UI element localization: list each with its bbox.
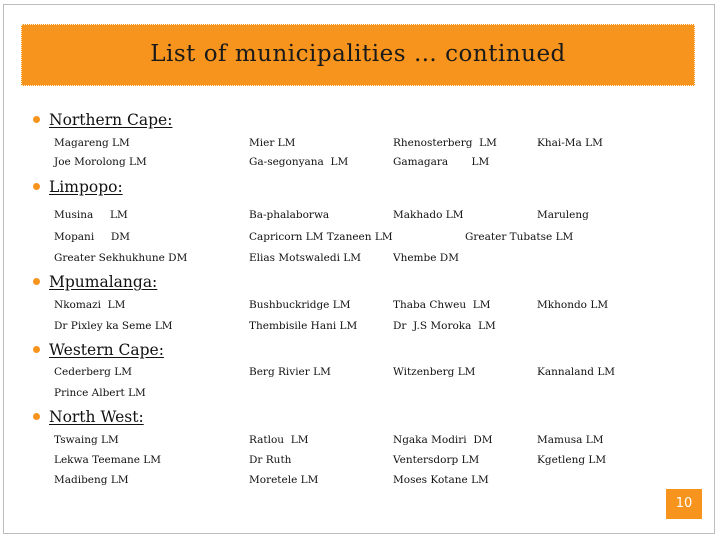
list-item: Kannaland LM — [537, 366, 616, 378]
list-item: Vhembe DM — [393, 252, 459, 264]
list-item: Greater Tubatse LM — [465, 231, 574, 243]
list-item: Dr J.S Moroka LM — [393, 320, 496, 332]
list-item: Greater Sekhukhune DM — [54, 252, 188, 264]
title-bar — [21, 24, 695, 86]
list-item: Magareng LM — [54, 137, 130, 149]
page-title: List of municipalities … continued — [150, 41, 566, 67]
list-item: Ratlou LM — [249, 434, 309, 446]
list-item: Dr Pixley ka Seme LM — [54, 320, 173, 332]
page-number: 10 — [666, 489, 702, 519]
list-item: Mkhondo LM — [537, 299, 609, 311]
list-item: Kgetleng LM — [537, 454, 607, 466]
list-item: Khai-Ma LM — [537, 137, 603, 149]
section-heading-north-west — [33, 408, 144, 426]
list-item: Witzenberg LM — [393, 366, 476, 378]
list-item: Elias Motswaledi LM — [249, 252, 362, 264]
list-item: Mamusa LM — [537, 434, 604, 446]
list-item: Moses Kotane LM — [393, 474, 489, 486]
list-item: Prince Albert LM — [54, 387, 146, 399]
list-item: Capricorn LM Tzaneen LM — [249, 231, 393, 243]
section-heading-mpumalanga — [33, 273, 157, 291]
list-item: Joe Morolong LM — [54, 156, 147, 168]
list-item: Mier LM — [249, 137, 296, 149]
bullet-icon — [33, 183, 40, 190]
list-item: Dr Ruth — [249, 454, 292, 466]
bullet-icon — [33, 346, 40, 353]
list-item: Bushbuckridge LM — [249, 299, 351, 311]
list-item: Musina LM — [54, 209, 128, 221]
list-item: Ngaka Modiri DM — [393, 434, 493, 446]
list-item: Ga-segonyana LM — [249, 156, 349, 168]
section-heading-northern-cape — [33, 111, 172, 129]
list-item: Makhado LM — [393, 209, 464, 221]
bullet-icon — [33, 116, 40, 123]
list-item: Maruleng — [537, 209, 589, 221]
list-item: Madibeng LM — [54, 474, 129, 486]
section-heading-label: Limpopo: — [49, 178, 123, 196]
list-item: Ventersdorp LM — [393, 454, 480, 466]
list-item: Mopani DM — [54, 231, 131, 243]
section-heading-label: Northern Cape: — [49, 111, 173, 129]
section-heading-limpopo — [33, 178, 123, 196]
list-item: Moretele LM — [249, 474, 319, 486]
list-item: Tswaing LM — [54, 434, 119, 446]
list-item: Gamagara LM — [393, 156, 490, 168]
section-heading-label: North West: — [49, 408, 144, 426]
list-item: Thaba Chweu LM — [393, 299, 491, 311]
list-item: Cederberg LM — [54, 366, 132, 378]
list-item: Berg Rivier LM — [249, 366, 331, 378]
list-item: Thembisile Hani LM — [249, 320, 358, 332]
list-item: Lekwa Teemane LM — [54, 454, 162, 466]
bullet-icon — [33, 278, 40, 285]
list-item: Rhenosterberg LM — [393, 137, 497, 149]
section-heading-label: Mpumalanga: — [49, 273, 158, 291]
list-item: Ba-phalaborwa — [249, 209, 330, 221]
section-heading-label: Western Cape: — [49, 341, 164, 359]
section-heading-western-cape — [33, 341, 164, 359]
list-item: Nkomazi LM — [54, 299, 126, 311]
bullet-icon — [33, 413, 40, 420]
